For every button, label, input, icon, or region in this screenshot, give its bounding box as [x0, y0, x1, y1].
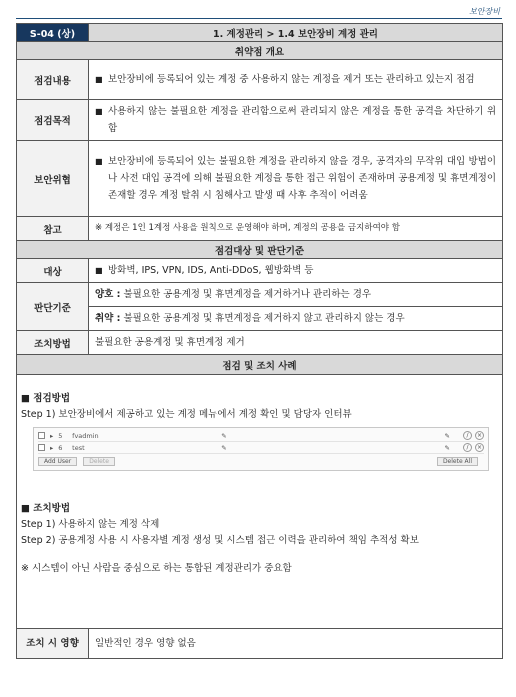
- impact-label: 조치 시 영향: [17, 629, 89, 659]
- edit-icon[interactable]: ✎: [221, 431, 227, 440]
- row-checkbox[interactable]: [38, 432, 45, 439]
- criteria-good-cell: [89, 283, 503, 307]
- row-number: 5: [58, 431, 63, 440]
- check-purpose-cell: [89, 100, 503, 141]
- impact-text: 일반적인 경우 영향 없음: [89, 629, 503, 659]
- criteria-label: 판단기준: [17, 283, 89, 331]
- bullet-icon: ■: [95, 107, 103, 116]
- close-icon[interactable]: ×: [476, 432, 483, 439]
- bullet-icon: ■: [95, 75, 103, 84]
- criteria-good-label: 양호 :: [95, 289, 121, 300]
- expand-arrow-icon[interactable]: ▸: [49, 431, 54, 440]
- check-content-label: 점검내용: [17, 60, 89, 100]
- check-method-heading: ■ 점검방법: [21, 393, 70, 404]
- edit-icon[interactable]: ✎: [221, 443, 227, 452]
- expand-arrow-icon[interactable]: ▸: [49, 443, 54, 452]
- bullet-icon: ■: [95, 266, 103, 275]
- action-label: 조치방법: [17, 331, 89, 355]
- criteria-good-text: 불필요한 공용계정 및 휴면계정을 제거하거나 관리하는 경우: [123, 289, 372, 300]
- action-step-1: Step 1) 사용하지 않는 계정 삭제: [21, 519, 160, 530]
- item-code: S-04 (상): [17, 24, 89, 42]
- action-method-heading: ■ 조치방법: [21, 503, 70, 514]
- add-user-button[interactable]: Add User: [38, 457, 77, 466]
- account-screenshot: [33, 427, 489, 471]
- action-step-2: Step 2) 공용계정 사용 시 사용자별 계정 생성 및 시스템 접근 이력을 관리하여 책임 추적성 확보: [21, 535, 419, 546]
- case-cell: [17, 375, 503, 629]
- case-note: ※ 시스템이 아닌 사람을 중심으로 하는 통합된 계정관리가 중요함: [21, 563, 292, 574]
- target-cell: [89, 259, 503, 283]
- settings-icon[interactable]: ∕: [463, 431, 472, 440]
- security-threat-label: 보안위협: [17, 141, 89, 217]
- row-username: fvadmin: [72, 431, 99, 440]
- action-text: 불필요한 공용계정 및 휴면계정 제거: [89, 331, 503, 355]
- check-purpose-label: 점검목적: [17, 100, 89, 141]
- criteria-weak-label: 취약 :: [95, 313, 121, 324]
- reference-label: 참고: [17, 217, 89, 241]
- check-content-cell: [89, 60, 503, 100]
- item-title: 1. 계정관리 > 1.4 보안장비 계정 관리: [89, 24, 503, 42]
- security-threat-cell: [89, 141, 503, 217]
- bullet-icon: ■: [95, 157, 103, 166]
- criteria-weak-text: 불필요한 공용계정 및 휴면계정을 제거하지 않고 관리하지 않는 경우: [123, 313, 405, 324]
- row-number: 6: [58, 443, 63, 452]
- row-checkbox[interactable]: [38, 444, 45, 451]
- table-row: [38, 442, 484, 454]
- section-criteria: 점검대상 및 판단기준: [17, 241, 503, 259]
- section-case: 점검 및 조치 사례: [17, 355, 503, 375]
- edit-icon[interactable]: ✎: [444, 431, 450, 440]
- check-purpose-text: 사용하지 않는 불필요한 계정을 관리함으로써 관리되지 않은 계정을 통한 공격을 차단하기 위함: [108, 106, 496, 134]
- check-step-1: Step 1) 보안장비에서 제공하고 있는 계정 메뉴에서 계정 확인 및 담당자 인터뷰: [21, 409, 352, 420]
- settings-icon[interactable]: ∕: [463, 443, 472, 452]
- screenshot-toolbar: [38, 454, 484, 468]
- criteria-weak-cell: [89, 307, 503, 331]
- section-overview: 취약점 개요: [17, 42, 503, 60]
- delete-button[interactable]: Delete: [83, 457, 115, 466]
- target-text: 방화벽, IPS, VPN, IDS, Anti-DDoS, 웹방화벽 등: [108, 265, 314, 276]
- reference-text: ※ 계정은 1인 1계정 사용을 원칙으로 운영해야 하며, 계정의 공용을 금지하여야 함: [89, 217, 503, 241]
- check-content-text: 보안장비에 등록되어 있는 계정 중 사용하지 않는 계정을 제거 또는 관리하고 있는지 점검: [108, 74, 475, 85]
- top-divider: [16, 18, 502, 19]
- target-label: 대상: [17, 259, 89, 283]
- row-username: test: [72, 443, 85, 452]
- security-threat-text: 보안장비에 등록되어 있는 불필요한 계정을 관리하지 않을 경우, 공격자의 무작위 대입 방법이나 사전 대입 공격에 의해 불필요한 계정을 통한 접근 위험이 존재하며 공용계정 및 휴면계정이 존재할 경우 계정 탈취 시 침해사고 발생 때 사후 추적이 어려움: [108, 156, 496, 201]
- close-icon[interactable]: ×: [476, 444, 483, 451]
- security-checklist-table: [16, 23, 503, 659]
- delete-all-button[interactable]: Delete All: [437, 457, 478, 466]
- category-tag: 보안장비: [469, 7, 500, 16]
- edit-icon[interactable]: ✎: [444, 443, 450, 452]
